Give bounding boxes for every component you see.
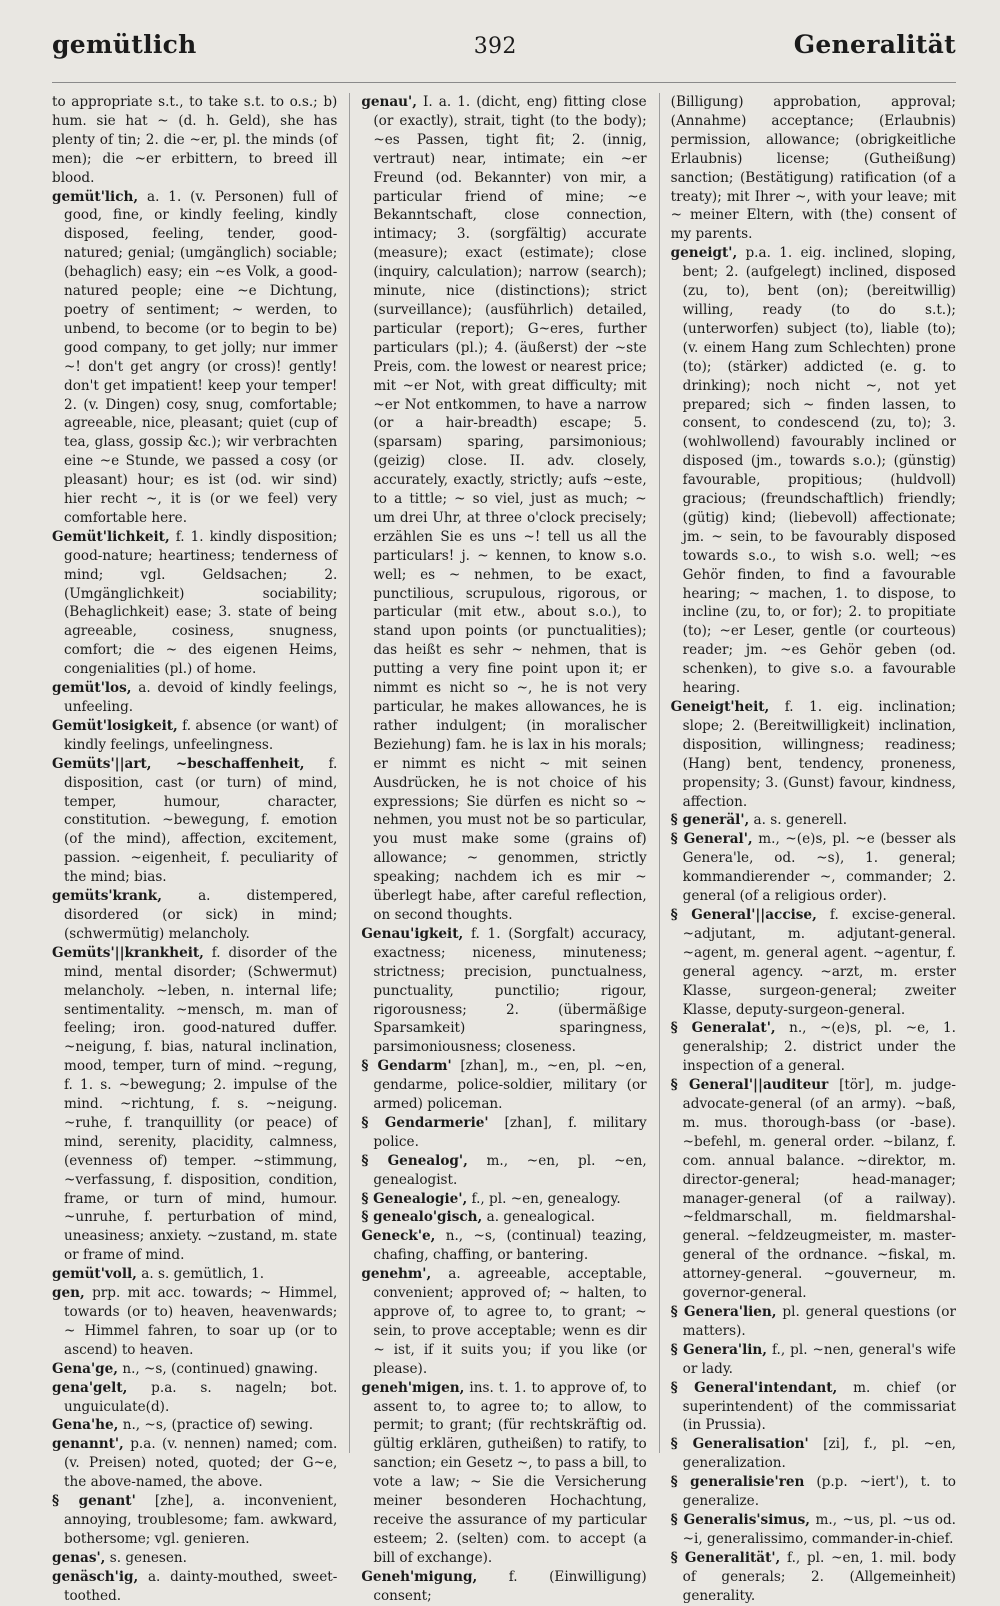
entry-definition: n., ~(e)s, pl. ~e, 1. generalship; 2. district under the inspection of a general. — [682, 1020, 956, 1075]
entry-headword: genau', — [361, 94, 417, 110]
dictionary-entry — [361, 1152, 646, 1190]
dictionary-entry — [671, 1435, 956, 1473]
dictionary-entry — [361, 93, 646, 925]
entry-headword: Geneh'migung, — [361, 1568, 478, 1585]
dictionary-entry — [671, 830, 956, 906]
entry-headword: Gemüts'||krankheit, — [52, 944, 204, 961]
entry-headword: Gemüts'||art, ~beschaffenheit, — [52, 755, 305, 772]
dictionary-entry — [52, 1568, 337, 1606]
page-number: 392 — [473, 34, 517, 59]
entry-definition: a. distempered, disordered (or sick) in mind; (schwermütig) melancholy. — [64, 888, 338, 942]
entry-definition: f. 1. eig. inclination; slope; 2. (Bereitwilligkeit) inclination, disposition, willingness; readiness; (Hang) bent, tendency, proneness, propensity; 3. (Gunst) favour, kindness, affection. — [682, 699, 956, 810]
entry-definition: ins. t. 1. to approve of, to assent to, to agree to; to allow, to permit; to grant; (für rechtskräftig od. gültig erklären, gutheißen) to ratify, to sanction; ein Gesetz ~, to pass a bill, to vote a law; ~ Sie die Versicherung meiner besonderen Hochachtung, receive the assurance of my particular esteem; 2. (selten) com. to accept (a bill of exchange). — [373, 1379, 647, 1566]
entry-definition: f., pl. ~en, genealogy. — [471, 1190, 621, 1207]
entry-headword: genannt', — [52, 1436, 124, 1453]
page-header — [52, 30, 956, 83]
header-right-guideword: Generalität — [793, 30, 956, 59]
entry-headword: § Generalis'simus, — [670, 1511, 811, 1528]
entry-headword: gemüt'lich, — [52, 188, 139, 205]
entry-headword: gemüt'los, — [52, 680, 132, 697]
dictionary-entry — [52, 717, 337, 755]
entry-headword: Geneigt'heit, — [670, 699, 770, 715]
entry-headword: § Generalisation' — [670, 1436, 809, 1453]
entry-headword: gemüt'voll, — [52, 1266, 137, 1283]
entry-definition: n., ~s, (continual) teazing, chafing, chaffing, or bantering. — [373, 1228, 647, 1264]
entry-definition: a. s. gemütlich, 1. — [141, 1266, 265, 1283]
dictionary-entry — [361, 1114, 646, 1152]
entry-definition: I. a. 1. (dicht, eng) fitting close (or exactly), strait, tight (to the body); ~es Passen, tight fit; 2. (innig, vertraut) near, intimate; ein ~er Freund (od. Bekannter) von mir, a particular friend of mine; ~e Bekanntschaft, close connection, intimacy; 3. (sorgfältig) accurate (measure); exact (estimate); close (inquiry, calculation); narrow (search); minute, nice (distinctions); strict (surveillance); (ausführlich) detailed, particular (report); G~eres, further particulars (pl.); 4. (äußerst) der ~ste Preis, com. the lowest or nearest price; mit ~er Not, with great difficulty; mit ~er Not entkommen, to have a narrow (or a hair-breadth) escape; 5. (sparsam) sparing, parsimonious; (geizig) close. II. adv. closely, accurately, exactly, strictly; aufs ~este, to a tittle; ~ so viel, just as much; ~ um drei Uhr, at three o'clock precisely; erzählen Sie es uns ~! tell us all the particulars! j. ~ kennen, to know s.o. well; es ~ nehmen, to be exact, punctilious, scrupulous, rigorous, or particular (mit etw., about s.o.), to stand upon points (or punctualities); das heißt es sehr ~ nehmen, that is putting a very fine point upon it; er nimmt es nicht so ~, he is not very particular, he makes allowances, he is rather indulgent; (in moralischer Beziehung) fam. he is lax in his morals; er nimmt es nicht ~ mit seinen Ausdrücken, he is not choice of his expressions; Sie dürfen es nicht so ~ nehmen, you must not be so particular, you must make some (grains of) allowance; ~ genommen, strictly speaking; nachdem ich es mir ~ überlegt habe, after careful reflection, on second thoughts. — [373, 94, 647, 923]
dictionary-entry — [52, 1435, 337, 1492]
entry-headword: Genau'igkeit, — [361, 925, 464, 942]
dictionary-entry — [52, 1492, 337, 1549]
entry-headword: § Genera'lin, — [670, 1341, 768, 1358]
dictionary-entry — [52, 1284, 337, 1360]
entry-definition: n., ~s, (practice of) sewing. — [122, 1417, 314, 1434]
dictionary-entry — [671, 1379, 956, 1436]
entry-definition: f. 1. (Sorgfalt) accuracy, exactness; niceness, minuteness; strictness; precision, punctualness, punctuality, punctilio; rigour, rigorousness; 2. (übermäßige Sparsamkeit) sparingness, parsimoniousness; closeness. — [373, 925, 647, 1056]
entry-headword: genäsch'ig, — [52, 1568, 139, 1585]
column-1 — [52, 93, 338, 1604]
entry-headword: Gemüt'lichkeit, — [52, 528, 170, 545]
entry-headword: genas', — [52, 1549, 106, 1566]
dictionary-entry — [671, 811, 956, 830]
column-3 — [659, 93, 956, 1604]
entry-headword: § Gendarm' — [361, 1058, 452, 1075]
entry-headword: gemüts'krank, — [52, 888, 162, 905]
entry-headword: § Generalität', — [670, 1549, 781, 1566]
dictionary-entry — [52, 1265, 337, 1284]
dictionary-entry — [361, 925, 646, 1057]
dictionary-entry — [52, 188, 337, 528]
entry-definition: p.a. s. nageln; bot. unguiculate(d). — [64, 1379, 338, 1415]
dictionary-entry — [671, 1511, 956, 1549]
dictionary-entry — [52, 944, 337, 1265]
dictionary-entry — [671, 1341, 956, 1379]
entry-headword: Gena'he, — [52, 1417, 119, 1434]
entry-definition: f. absence (or want) of kindly feelings, unfeelingness. — [64, 717, 338, 753]
column-2 — [349, 93, 647, 1604]
entry-headword: § General'intendant, — [670, 1379, 838, 1396]
dictionary-entry — [52, 1379, 337, 1417]
entry-headword: gen, — [52, 1285, 85, 1302]
dictionary-entry — [671, 698, 956, 811]
dictionary-entry — [52, 755, 337, 887]
dictionary-entry — [52, 528, 337, 679]
entry-headword: geneigt', — [670, 245, 738, 262]
dictionary-entry — [671, 244, 956, 698]
entry-headword: § General'||accise, — [670, 906, 817, 923]
entry-definition: m. chief (or superintendent) of the commissariat (in Prussia). — [682, 1379, 956, 1434]
dictionary-entry — [361, 1057, 646, 1114]
entry-definition: n., ~s, (continued) gnawing. — [122, 1360, 318, 1377]
entry-definition: p.a. 1. eig. inclined, sloping, bent; 2. (aufgelegt) inclined, disposed (zu, to), bent (on); (bereitwillig) willing, ready (to do s.t.); (unterworfen) subject (to), liable (to); (v. einem Hang zum Schlechten) prone (to); (stärker) addicted (e. g. to drinking); noch nicht ~, not yet prepared; sich ~ finden lassen, to consent, to condescend (zu, to); 3. (wohlwollend) favourably inclined or disposed (jm., towards s.o.); (günstig) favourable, propitious; (huldvoll) gracious; (freundschaftlich) friendly; (gütig) kind; (liebevoll) affectionate; jm. ~ sein, to be favourably disposed towards s.o., to wish s.o. well; ~es Gehör finden, to find a favourable hearing; ~ machen, 1. to dispose, to incline (zu, to, or for); 2. to propitiate (to); ~er Leser, gentle (or courteous) reader; jm. ~es Gehör geben (od. schenken), to give s.o. a favourable hearing. — [682, 245, 956, 697]
dictionary-entry — [671, 1303, 956, 1341]
entry-definition: a. 1. (v. Personen) full of good, fine, or kindly feeling, kindly disposed, feeling, tender, good-natured; genial; (umgänglich) sociable; (behaglich) easy; ein ~es Volk, a good-natured people; eine ~e Dichtung, poetry of sentiment; ~ werden, to unbend, to become (or to begin to be) good company, to get jolly; nur immer ~! don't get angry (or cross)! gently! don't get impatient! keep your temper! 2. (v. Dingen) cosy, snug, comfortable; agreeable, nice, pleasant; quiet (cup of tea, glass, gossip &c.); wir verbrachten eine ~e Stunde, we passed a cosy (or pleasant) hour; es ist (od. wir sind) hier recht ~, it is (or we feel) very comfortable here. — [64, 188, 338, 526]
entry-headword: § Genera'lien, — [670, 1304, 777, 1320]
entry-headword: § genant' — [52, 1493, 136, 1510]
dictionary-entry — [52, 1549, 337, 1568]
entry-headword: genehm', — [361, 1266, 432, 1283]
entry-headword: Gemüt'losigkeit, — [52, 717, 178, 734]
entry-definition: [tör], m. judge-advocate-general (of an army). ~baß, m. mus. thorough-bass (or -base). ~befehl, m. general order. ~bilanz, f. com. annual balance. ~direktor, m. director-general; head-manager; manager-general (of a railway). ~feldmarschall, m. fieldmarshal-general. ~feldzeugmeister, m. master-general of the ordnance. ~fiskal, m. attorney-general. ~gouverneur, m. governor-general. — [682, 1077, 956, 1302]
dictionary-entry — [671, 1076, 956, 1303]
entry-headword: § generäl', — [670, 812, 750, 829]
entry-definition: (Billigung) approbation, approval; (Annahme) acceptance; (Erlaubnis) permission, allowance; (obrigkeitliche Erlaubnis) license; (Gutheißung) sanction; (Bestätigung) ratification (of a treaty); mit Ihrer ~, with your leave; mit ~ meiner Eltern, with (the) consent of my parents. — [670, 94, 956, 243]
entry-headword: § General', — [670, 831, 753, 848]
entry-definition: m., ~us, pl. ~us od. ~i, generalissimo, commander-in-chief. — [682, 1511, 956, 1547]
entry-definition: f. disorder of the mind, mental disorder; (Schwermut) melancholy. ~leben, n. internal life; sentimentality. ~mensch, m. man of feeling; iron. good-natured duffer. ~neigung, f. bias, natural inclination, mood, temper, turn of mind. ~regung, f. 1. s. ~bewegung; 2. impulse of the mind. ~richtung, f. s. ~neigung. ~ruhe, f. tranquillity (or peace) of mind, serenity, placidity, calmness, (evenness of) temper. ~stimmung, ~verfassung, f. disposition, condition, frame, or turn of mind, humour. ~unruhe, f. perturbation of mind, uneasiness; anxiety. ~zustand, m. state or frame of mind. — [64, 944, 338, 1264]
dictionary-entry — [671, 93, 956, 244]
entry-definition: a. s. generell. — [753, 812, 848, 829]
dictionary-entry — [671, 1019, 956, 1076]
entry-definition: (p.p. ~iert'), t. to generalize. — [682, 1474, 956, 1510]
entry-definition: m., ~en, pl. ~en, genealogist. — [373, 1152, 647, 1188]
entry-headword: § Genealog', — [361, 1152, 468, 1169]
entry-definition: [zhan], m., ~en, pl. ~en, gendarme, police-soldier, military (or armed) policeman. — [373, 1058, 647, 1113]
entry-definition: m., ~(e)s, pl. ~e (besser als Genera'le, od. ~s), 1. general; kommandierender ~, commander; 2. general (of a religious order). — [682, 831, 956, 905]
header-left-guideword: gemütlich — [52, 30, 197, 59]
entry-definition: p.a. (v. nennen) named; com. (v. Preisen) noted, quoted; der G~e, the above-named, the above. — [64, 1436, 338, 1491]
entry-headword: Gena'ge, — [52, 1360, 118, 1377]
dictionary-entry — [671, 1473, 956, 1511]
entry-definition: f., pl. ~en, 1. mil. body of generals; 2. (Allgemeinheit) generality. — [682, 1549, 956, 1604]
entry-definition: to appropriate s.t., to take s.t. to o.s.; b) hum. sie hat ~ (d. h. Geld), she has plenty of tin; 2. die ~er, pl. the minds (of men); die ~er erbittern, to breed ill blood. — [52, 94, 338, 186]
entry-definition: a. devoid of kindly feelings, unfeeling. — [64, 680, 338, 715]
entry-definition: a. genealogical. — [486, 1209, 595, 1226]
entry-definition: a. agreeable, acceptable, convenient; approved of; ~ halten, to approve of, to agree to, to grant; ~ sein, to prove acceptable; wenn es dir ~ ist, if it suits you; if you like (or please). — [373, 1266, 647, 1377]
entry-definition: prp. mit acc. towards; ~ Himmel, towards (or to) heaven, heavenwards; ~ Himmel fahren, to soar up (or to ascend) to heaven. — [64, 1285, 338, 1358]
dictionary-entry — [361, 1208, 646, 1227]
dictionary-entry — [361, 1265, 646, 1378]
entry-headword: § Gendarmerie' — [361, 1114, 489, 1131]
dictionary-entry — [361, 1227, 646, 1265]
dictionary-entry — [52, 1360, 337, 1379]
dictionary-entry — [361, 1568, 646, 1606]
entry-definition: f. 1. kindly disposition; good-nature; heartiness; tenderness of mind; vgl. Geldsachen; 2. (Umgänglichkeit) sociability; (Behaglichkeit) ease; 3. state of being agreeable, cosiness, snugness, comfort; die ~ des eigenen Heims, congenialities (pl.) of home. — [64, 528, 338, 678]
entry-headword: § genealo'gisch, — [361, 1209, 483, 1226]
entry-definition: [zhe], a. inconvenient, annoying, troublesome; fam. awkward, bothersome; vgl. genieren. — [64, 1493, 338, 1547]
entry-definition: [zhan], f. military police. — [373, 1114, 647, 1150]
entry-definition: a. dainty-mouthed, sweet-toothed. — [64, 1568, 338, 1604]
entry-headword: Geneck'e, — [361, 1228, 436, 1245]
dictionary-entry — [52, 93, 337, 188]
entry-definition: [zi], f., pl. ~en, generalization. — [682, 1436, 956, 1472]
entry-headword: geneh'migen, — [361, 1379, 465, 1396]
entry-definition: s. genesen. — [109, 1549, 187, 1566]
dictionary-entry — [361, 1379, 646, 1568]
entry-headword: § Generalat', — [670, 1020, 776, 1037]
dictionary-entry — [671, 906, 956, 1019]
text-columns — [52, 93, 956, 1604]
entry-definition: pl. general questions (or matters). — [682, 1304, 956, 1339]
dictionary-entry — [361, 1190, 646, 1209]
dictionary-entry — [52, 887, 337, 944]
entry-definition: f. excise-general. ~adjutant, m. adjutant-general. ~agent, m. general agent. ~agentur, f. general agency. ~arzt, m. erster Klasse, surgeon-general; zweiter Klasse, deputy-surgeon-general. — [682, 906, 956, 1018]
entry-definition: f. (Einwilligung) consent; — [373, 1568, 647, 1604]
entry-headword: gena'gelt, — [52, 1379, 128, 1396]
dictionary-entry — [52, 1416, 337, 1435]
dictionary-entry — [52, 679, 337, 717]
dictionary-entry — [671, 1549, 956, 1606]
entry-headword: § generalisie'ren — [670, 1474, 805, 1491]
entry-definition: f. disposition, cast (or turn) of mind, temper, humour, character, constitution. ~bewegung, f. emotion (of the mind), affection, excitement, passion. ~eigenheit, f. peculiarity of the mind; bias. — [64, 755, 338, 886]
entry-definition: f., pl. ~nen, general's wife or lady. — [682, 1341, 956, 1377]
entry-headword: § General'||auditeur — [670, 1077, 829, 1094]
entry-headword: § Genealogie', — [361, 1190, 468, 1207]
